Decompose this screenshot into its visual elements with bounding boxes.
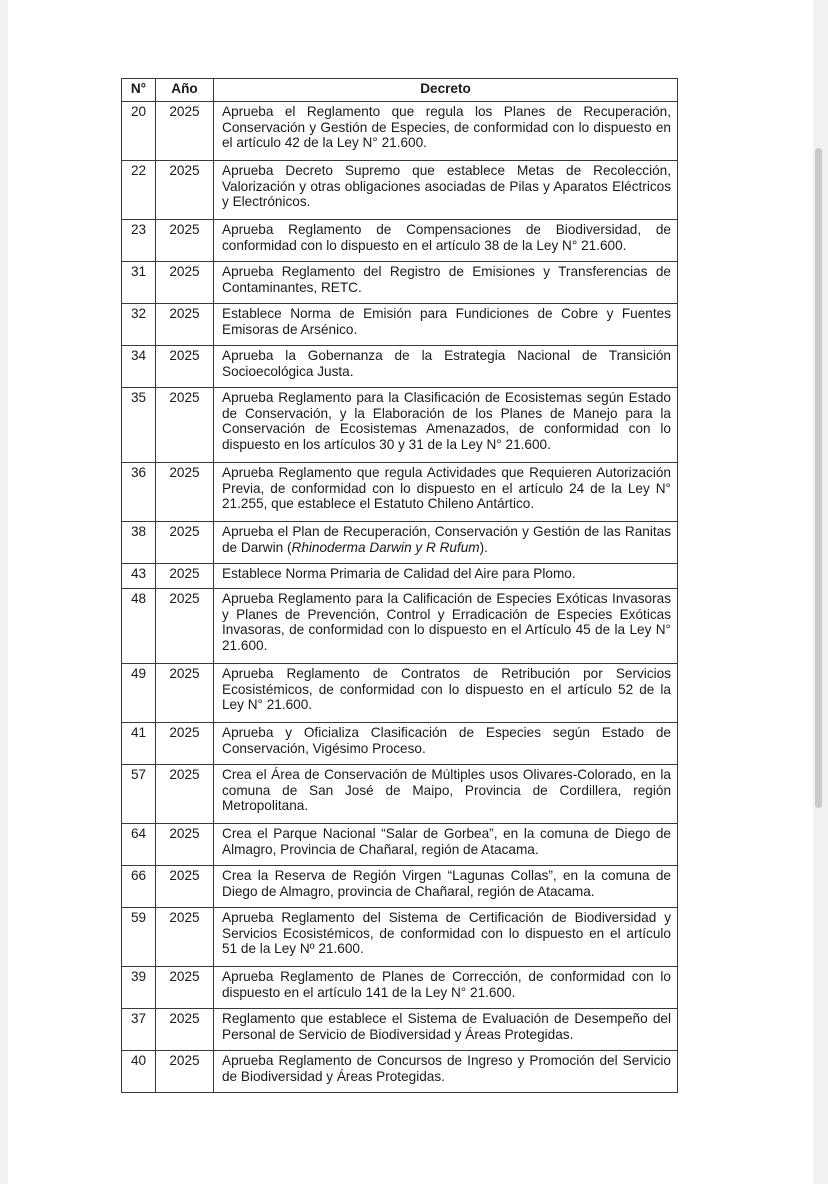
decree-description: Aprueba Reglamento para la Clasificación de Ecosistemas según Estado de Conservación, y la Elaboración de los Planes de Manejo para la Conservación de Ecosistemas Amenazados, de conformidad con lo dispuesto en los artículos 30 y 31 de la Ley N° 21.600. <box>214 388 678 463</box>
decree-year: 2025 <box>156 664 214 723</box>
table-row <box>122 908 678 967</box>
table-row <box>122 161 678 220</box>
decree-description: Aprueba Reglamento de Planes de Corrección, de conformidad con lo dispuesto en el artículo 141 de la Ley N° 21.600. <box>214 967 678 1009</box>
table-row <box>122 723 678 765</box>
decree-description <box>214 522 678 564</box>
decree-number: 59 <box>122 908 156 967</box>
decree-description: Aprueba y Oficializa Clasificación de Especies según Estado de Conservación, Vigésimo Proceso. <box>214 723 678 765</box>
decree-year: 2025 <box>156 723 214 765</box>
species-name: Rhinoderma Darwin y R Rufum <box>291 539 480 555</box>
decree-year: 2025 <box>156 388 214 463</box>
decree-number: 35 <box>122 388 156 463</box>
table-row <box>122 304 678 346</box>
decree-description: Aprueba Reglamento del Sistema de Certificación de Biodiversidad y Servicios Ecosistémicos, de conformidad con lo dispuesto en el artículo 51 de la Ley Nº 21.600. <box>214 908 678 967</box>
decree-number: 38 <box>122 522 156 564</box>
decree-description: Aprueba Reglamento de Compensaciones de Biodiversidad, de conformidad con lo dispuesto en el artículo 38 de la Ley N° 21.600. <box>214 220 678 262</box>
decree-year: 2025 <box>156 262 214 304</box>
table-row <box>122 967 678 1009</box>
decree-number: 57 <box>122 765 156 824</box>
decree-number: 66 <box>122 866 156 908</box>
table-row <box>122 1051 678 1093</box>
decree-number: 43 <box>122 564 156 589</box>
table-row <box>122 388 678 463</box>
decree-description: Aprueba Reglamento del Registro de Emisiones y Transferencias de Contaminantes, RETC. <box>214 262 678 304</box>
table-row <box>122 522 678 564</box>
decree-description: Aprueba Decreto Supremo que establece Metas de Recolección, Valorización y otras obligaciones asociadas de Pilas y Aparatos Eléctricos y Electrónicos. <box>214 161 678 220</box>
decree-year: 2025 <box>156 346 214 388</box>
table-row <box>122 866 678 908</box>
decree-text: Aprueba el Plan de Recuperación, Conservación y Gestión de las Ranitas de Darwin ( <box>222 524 671 555</box>
column-header-number: N° <box>122 79 156 102</box>
decree-year: 2025 <box>156 824 214 866</box>
decree-year: 2025 <box>156 589 214 664</box>
table-row <box>122 765 678 824</box>
table-row <box>122 824 678 866</box>
decree-year: 2025 <box>156 161 214 220</box>
decree-description: Aprueba el Reglamento que regula los Planes de Recuperación, Conservación y Gestión de Especies, de conformidad con lo dispuesto en el artículo 42 de la Ley N° 21.600. <box>214 102 678 161</box>
decree-description: Crea la Reserva de Región Virgen “Lagunas Collas”, en la comuna de Diego de Almagro, provincia de Chañaral, región de Atacama. <box>214 866 678 908</box>
decree-description: Crea el Parque Nacional “Salar de Gorbea”, en la comuna de Diego de Almagro, Provincia de Chañaral, región de Atacama. <box>214 824 678 866</box>
decree-year: 2025 <box>156 1009 214 1051</box>
column-header-decree: Decreto <box>214 79 678 102</box>
decree-number: 64 <box>122 824 156 866</box>
decree-number: 48 <box>122 589 156 664</box>
table-row <box>122 564 678 589</box>
decree-description: Crea el Área de Conservación de Múltiples usos Olivares-Colorado, en la comuna de San José de Maipo, Provincia de Cordillera, región Metropolitana. <box>214 765 678 824</box>
decree-number: 36 <box>122 463 156 522</box>
decree-number: 32 <box>122 304 156 346</box>
decree-year: 2025 <box>156 866 214 908</box>
decree-year: 2025 <box>156 522 214 564</box>
decree-description: Establece Norma de Emisión para Fundiciones de Cobre y Fuentes Emisoras de Arsénico. <box>214 304 678 346</box>
decree-year: 2025 <box>156 304 214 346</box>
decree-description: Aprueba Reglamento de Concursos de Ingreso y Promoción del Servicio de Biodiversidad y Áreas Protegidas. <box>214 1051 678 1093</box>
decree-year: 2025 <box>156 463 214 522</box>
decree-year: 2025 <box>156 1051 214 1093</box>
decree-number: 20 <box>122 102 156 161</box>
decree-number: 40 <box>122 1051 156 1093</box>
decree-description: Establece Norma Primaria de Calidad del Aire para Plomo. <box>214 564 678 589</box>
decree-number: 49 <box>122 664 156 723</box>
table-row <box>122 463 678 522</box>
decree-description: Aprueba Reglamento que regula Actividades que Requieren Autorización Previa, de conformidad con lo dispuesto en el artículo 24 de la Ley N° 21.255, que establece el Estatuto Chileno Antártico. <box>214 463 678 522</box>
decree-year: 2025 <box>156 564 214 589</box>
table-row <box>122 102 678 161</box>
decree-description: Aprueba Reglamento de Contratos de Retribución por Servicios Ecosistémicos, de conformidad con lo dispuesto en el artículo 52 de la Ley N° 21.600. <box>214 664 678 723</box>
decree-number: 23 <box>122 220 156 262</box>
decree-year: 2025 <box>156 908 214 967</box>
decree-text-end: ). <box>479 539 488 555</box>
decree-number: 39 <box>122 967 156 1009</box>
table-row <box>122 664 678 723</box>
decree-number: 31 <box>122 262 156 304</box>
decree-year: 2025 <box>156 765 214 824</box>
table-row <box>122 220 678 262</box>
column-header-year: Año <box>156 79 214 102</box>
table-row <box>122 346 678 388</box>
decree-description: Aprueba Reglamento para la Calificación de Especies Exóticas Invasoras y Planes de Prevención, Control y Erradicación de Especies Exóticas Invasoras, de conformidad con lo dispuesto en el Artículo 45 de la Ley N° 21.600. <box>214 589 678 664</box>
vertical-scrollbar[interactable] <box>815 148 822 808</box>
decree-year: 2025 <box>156 102 214 161</box>
decree-number: 37 <box>122 1009 156 1051</box>
decree-number: 22 <box>122 161 156 220</box>
table-row <box>122 1009 678 1051</box>
decree-number: 34 <box>122 346 156 388</box>
decree-year: 2025 <box>156 967 214 1009</box>
decree-year: 2025 <box>156 220 214 262</box>
decrees-table <box>121 78 678 1093</box>
table-row <box>122 262 678 304</box>
decree-description: Reglamento que establece el Sistema de Evaluación de Desempeño del Personal de Servicio de Biodiversidad y Áreas Protegidas. <box>214 1009 678 1051</box>
table-header-row <box>122 79 678 102</box>
decree-description: Aprueba la Gobernanza de la Estrategia Nacional de Transición Socioecológica Justa. <box>214 346 678 388</box>
decree-number: 41 <box>122 723 156 765</box>
table-row <box>122 589 678 664</box>
